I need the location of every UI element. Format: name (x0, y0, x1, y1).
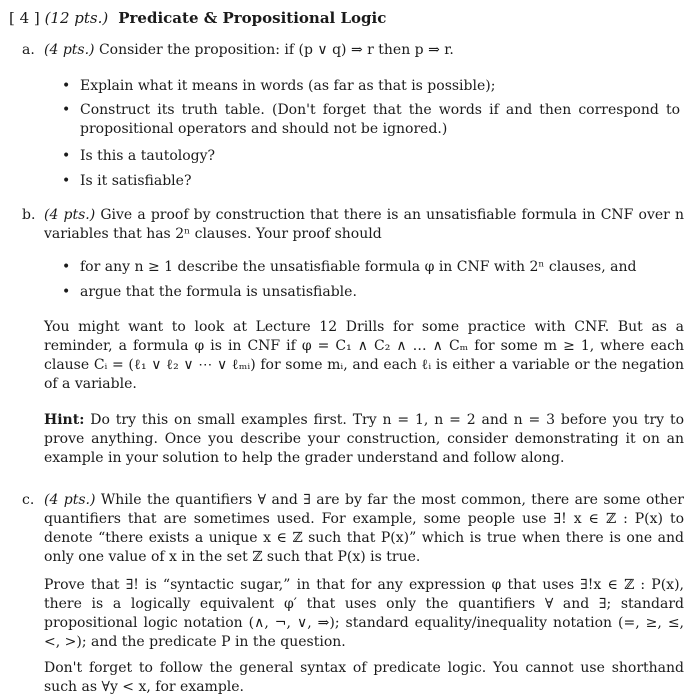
part-b-reminder: You might want to look at Lecture 12 Drills for some practice with CNF. But as a reminder, a formula φ is in CNF if φ = C₁ ∧ C₂ ∧ … ∧ Cₘ for some m ≥ 1, where each clause Cᵢ = (ℓ₁ ∨ ℓ₂ ∨ ⋯ ∨ ℓₘᵢ) for some mᵢ, and each ℓᵢ is either a variable or the negation of a variable. (44, 319, 684, 392)
part-a-label: a. (22, 42, 35, 58)
part-b-intro (44, 206, 684, 244)
part-c-intro-text: While the quantifiers ∀ and ∃ are by far the most common, there are some other quantifiers that are sometimes used. For example, some people use ∃! x ∈ ℤ : P(x) to denote “there exists a unique x ∈ ℤ such that P(x)” which is true when there is one and only one value of x in the set ℤ such that P(x) is true. (44, 492, 684, 565)
part-c-note: Don't forget to follow the general syntax of predicate logic. You cannot use shorthand such as ∀y < x, for example. (44, 660, 684, 695)
part-a-intro-text: Consider the proposition: if (p ∨ q) ⇒ r then p ⇒ r. (98, 42, 454, 58)
part-b-points: (4 pts.) (44, 207, 96, 223)
part-c-points: (4 pts.) (44, 492, 96, 508)
part-b-intro-text: Give a proof by construction that there is an unsatisfiable formula in CNF over n variables that has 2ⁿ clauses. Your proof should (44, 207, 684, 242)
part-a-intro (44, 41, 684, 60)
hint-text: Do try this on small examples first. Try n = 1, n = 2 and n = 3 before you try to prove anything. Once you describe your construction, consider demonstrating it on an example in your solution to help the grader understand and follow along. (44, 412, 685, 466)
part-b-hint (44, 411, 684, 468)
problem-points: (12 pts.) (44, 9, 109, 27)
part-a-points: (4 pts.) (44, 42, 95, 58)
problem-title: Predicate & Propositional Logic (118, 9, 387, 27)
part-b-label: b. (22, 207, 36, 223)
problem-number: [ 4 ] (9, 9, 40, 27)
problem-header (9, 9, 386, 28)
part-c-intro (44, 491, 684, 567)
part-c-label: c. (22, 492, 35, 508)
hint-label: Hint: (44, 412, 85, 428)
problem-page: [ 4 ] (12 pts.) Predicate & Propositional Logic a. (4 pts.) Consider the proposition: if (p ∨ q) ⇒ r then p ⇒ r. • Explain what it means in words (as far as that is possible); • Construct its truth table. (Don't forget that the words if and then correspond to propositional operators and should not be ignored.) • Is this a tautology? • Is it satisfiable? b. (4 pts.) Give a proof by construction that there is an unsatisfiable formula in CNF over n variables that has 2ⁿ clauses. Your proof should • for any n ≥ 1 describe the unsatisfiable formula φ in CNF with 2ⁿ clauses, and • argue that the formula is unsatisfiable. You might want to look at Lecture 12 Drills for some practice with CNF. But as a reminder, a formula φ is in CNF if φ = C₁ ∧ C₂ ∧ … ∧ Cₘ for some m ≥ 1, where each clause Cᵢ = (ℓ₁ ∨ ℓ₂ ∨ ⋯ ∨ ℓₘᵢ) for some mᵢ, and each ℓᵢ is either a variable or the negation of a variable. Hint: Do try this on small examples first. Try n = 1, n = 2 and n = 3 before you try to prove anything. Once you describe your construction, consider demonstrating it on an example in your solution to help the grader understand and follow along. c. (4 pts.) While the quantifiers ∀ and ∃ are by far the most common, there are some other quantifiers that are sometimes used. For example, some people use ∃! x ∈ ℤ : P(x) to denote “there exists a unique x ∈ ℤ such that P(x)” which is true when there is one and only one value of x in the set ℤ such that P(x) is true. Prove that ∃! is “syntactic sugar,” in that for any expression φ that uses ∃!x ∈ ℤ : P(x), there is a logically equivalent φ′ that uses only the quantifiers ∀ and ∃; standard propositional logic notation (∧, ¬, ∨, ⇒); standard equality/inequality notation (=, ≥, ≤, <, >); and the predicate P in the question. Don't forget to follow the general syntax of predicate logic. You cannot use shorthand such as ∀y < x, for example. (9, 9, 685, 695)
part-c-prove: Prove that ∃! is “syntactic sugar,” in that for any expression φ that uses ∃!x ∈ ℤ : P(x), there is a logically equivalent φ′ that uses only the quantifiers ∀ and ∃; standard propositional logic notation (∧, ¬, ∨, ⇒); standard equality/inequality notation (=, ≥, ≤, <, >); and the predicate P in the question. (44, 577, 684, 650)
